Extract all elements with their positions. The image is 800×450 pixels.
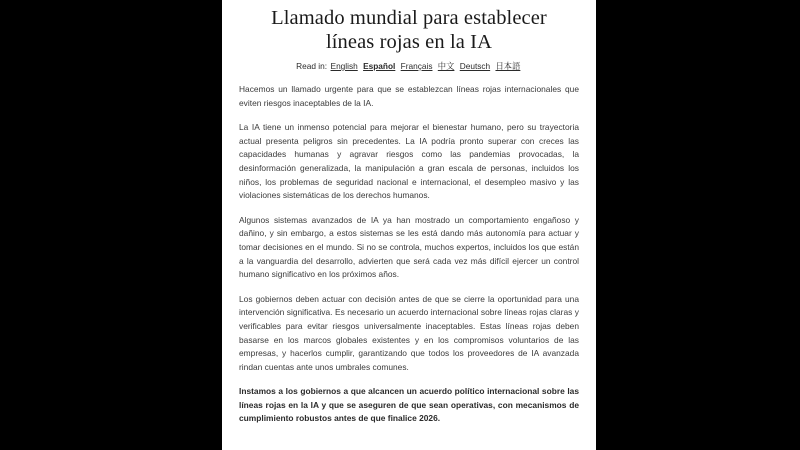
statement-page: [222, 0, 596, 450]
language-link-deutsch[interactable]: Deutsch: [459, 61, 491, 71]
language-link-chinese[interactable]: 中文: [437, 61, 455, 71]
statement-paragraph: La IA tiene un inmenso potencial para mejorar el bienestar humano, pero su trayectoria actual presenta peligros sin precedentes. La IA podría pronto superar con creces las capacidades humanas y agravar riesgos como las pandemias provocadas, la desinformación generalizada, la manipulación a gran escala de personas, incluidos los niños, los problemas de seguridad nacional e internacional, el desempleo masivo y las violaciones sistemáticas de los derechos humanos.: [239, 122, 579, 201]
page-title: [239, 6, 579, 54]
page-title-line-2: líneas rojas en la IA: [325, 31, 493, 53]
statement-paragraph-emphasis: Instamos a los gobiernos a que alcancen un acuerdo político internacional sobre las líneas rojas en la IA y que se aseguren de que sean operativas, con mecanismos de cumplimiento robustos antes de que finalice 2026.: [239, 386, 579, 424]
statement-paragraph: Los gobiernos deben actuar con decisión antes de que se cierre la oportunidad para una intervención significativa. Es necesario un acuerdo internacional sobre líneas rojas claras y verificables para evitar riesgos universalmente inaceptables. Estas líneas rojas deben basarse en los marcos globales existentes y en los compromisos voluntarios de las empresas, y hacerlos cumplir, garantizando que todos los proveedores de IA avanzada rindan cuentas ante unos umbrales comunes.: [239, 293, 579, 372]
language-link-espanol[interactable]: Español: [363, 61, 396, 71]
language-link-japanese[interactable]: 日本語: [495, 61, 521, 71]
language-link-francais[interactable]: Français: [400, 61, 433, 71]
language-link-english[interactable]: English: [330, 61, 358, 71]
page-title-line-1: Llamado mundial para establecer: [271, 7, 547, 29]
language-selector-label: Read in:: [296, 61, 328, 71]
letterbox-bar-right: [596, 0, 800, 450]
language-selector: [239, 61, 579, 72]
statement-body: [239, 83, 579, 426]
statement-paragraph: Hacemos un llamado urgente para que se establezcan líneas rojas internacionales que eviten riesgos inaceptables de la IA.: [239, 84, 579, 108]
letterbox-bar-left: [0, 0, 222, 450]
statement-paragraph: Algunos sistemas avanzados de IA ya han mostrado un comportamiento engañoso y dañino, y sin embargo, a estos sistemas se les está dando más autonomía para actuar y tomar decisiones en el mundo. Si no se controla, muchos expertos, incluidos los que están a la vanguardia del desarrollo, advierten que será cada vez más difícil ejercer un control humano significativo en los próximos años.: [239, 214, 579, 280]
